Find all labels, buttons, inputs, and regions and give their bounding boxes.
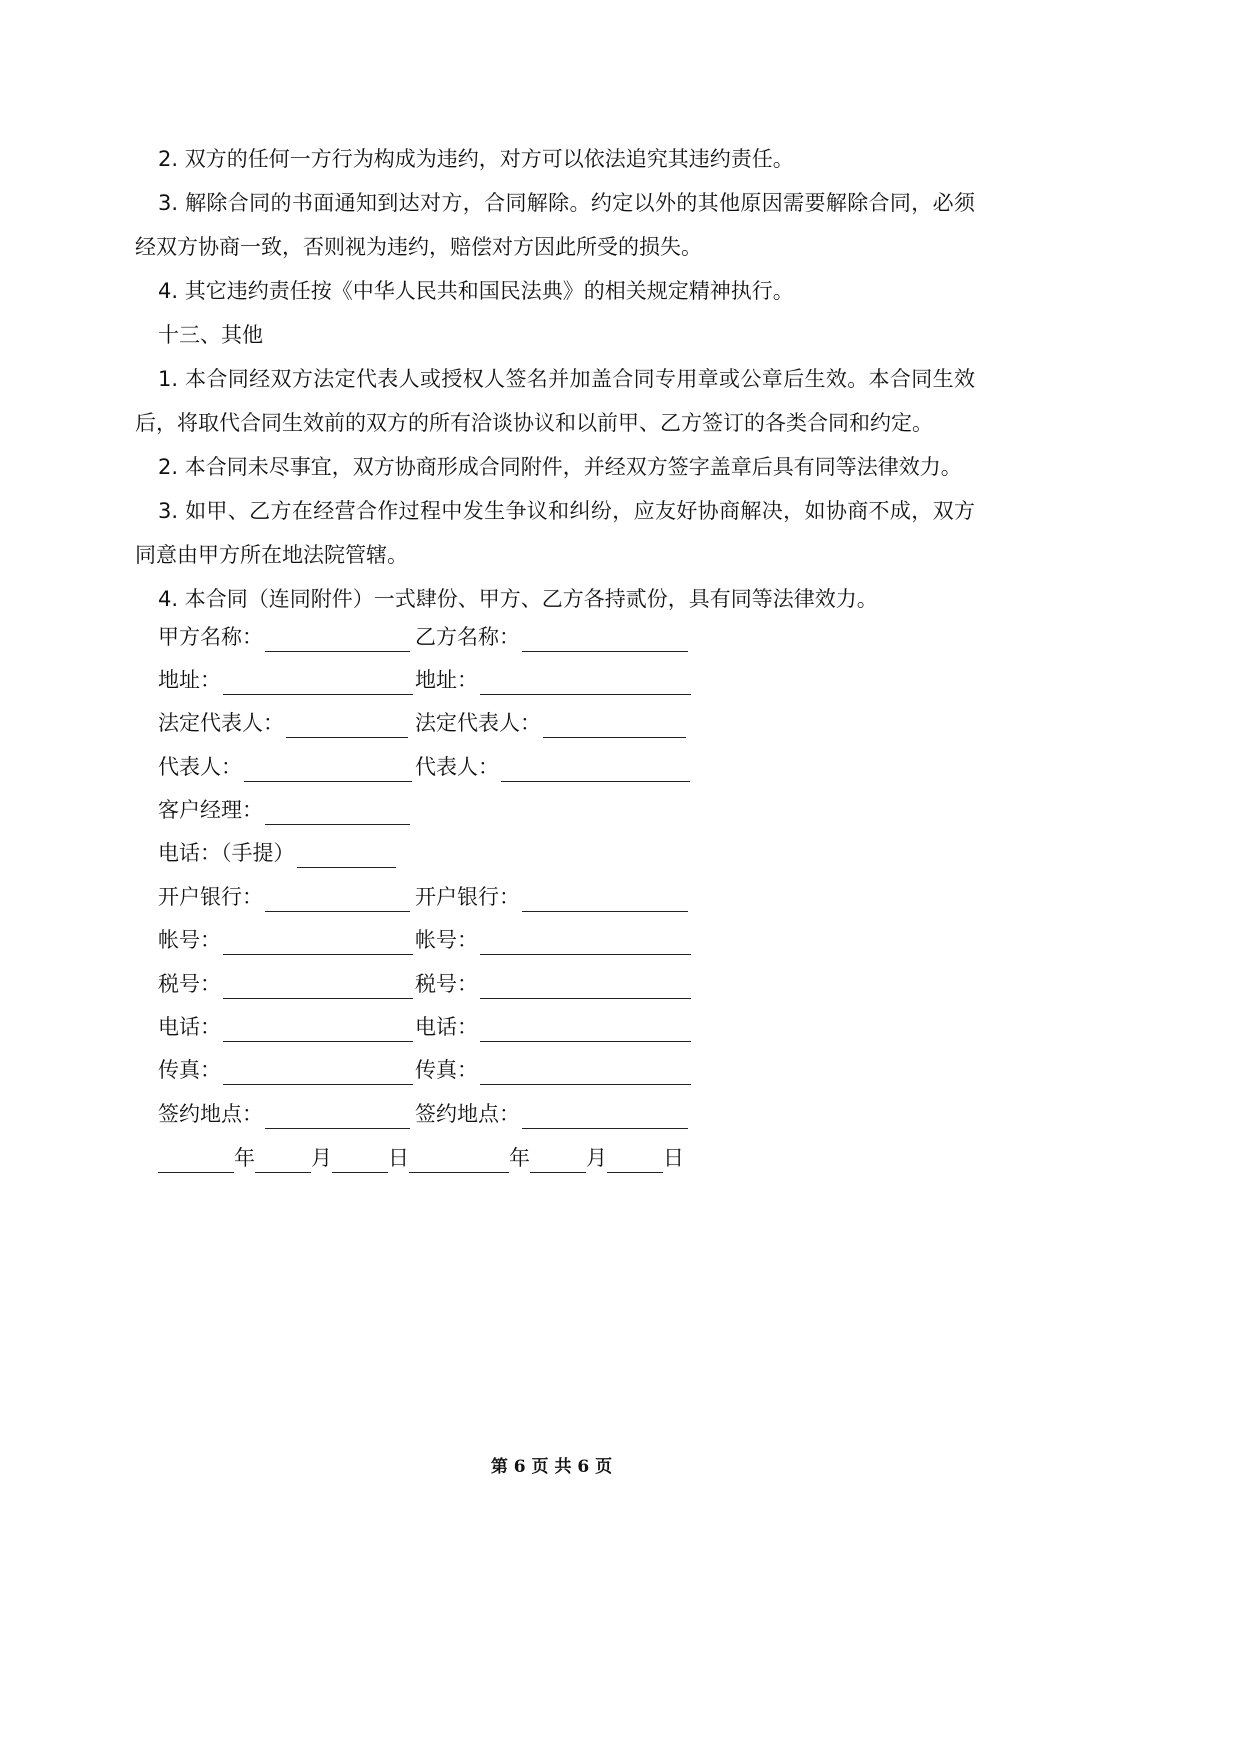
- party-b-bank-blank[interactable]: [522, 889, 688, 912]
- party-a-day-blank[interactable]: [332, 1150, 388, 1173]
- party-a-phone-field[interactable]: [158, 1012, 413, 1042]
- party-b-phone-blank[interactable]: [480, 1019, 691, 1042]
- party-a-account-blank[interactable]: [223, 932, 413, 955]
- party-b-phone-label: 电话：: [415, 1015, 478, 1039]
- party-a-fax-field[interactable]: [158, 1055, 413, 1085]
- party-a-address-label: 地址：: [158, 668, 221, 692]
- party-a-month-blank[interactable]: [255, 1150, 311, 1173]
- party-b-bank-label: 开户银行：: [415, 885, 520, 909]
- party-a-account-label: 帐号：: [158, 928, 221, 952]
- party-a-rep-field[interactable]: [158, 752, 412, 782]
- party-b-fax-blank[interactable]: [480, 1062, 691, 1085]
- party-a-legal-rep-blank[interactable]: [286, 715, 408, 738]
- party-b-fax-field[interactable]: [415, 1055, 691, 1085]
- party-b-tax-label: 税号：: [415, 972, 478, 996]
- mobile-phone-field[interactable]: [158, 838, 396, 868]
- party-b-name-label: 乙方名称：: [415, 625, 520, 649]
- party-b-fax-label: 传真：: [415, 1058, 478, 1082]
- account-manager-blank[interactable]: [265, 802, 410, 825]
- party-b-day-blank[interactable]: [607, 1150, 663, 1173]
- party-b-tax-blank[interactable]: [480, 976, 691, 999]
- party-a-bank-label: 开户银行：: [158, 885, 263, 909]
- clause-13-4: 4. 本合同（连同附件）一式肆份、甲方、乙方各持贰份，具有同等法律效力。: [158, 587, 878, 611]
- party-b-year-label: 年: [509, 1146, 530, 1170]
- clause-12-3: 3. 解除合同的书面通知到达对方，合同解除。约定以外的其他原因需要解除合同，必须经双方协商一致，否则视为违约，赔偿对方因此所受的损失。: [135, 191, 975, 259]
- party-a-rep-blank[interactable]: [244, 759, 412, 782]
- party-b-address-label: 地址：: [415, 668, 478, 692]
- party-b-bank-field[interactable]: [415, 882, 688, 912]
- party-a-tax-field[interactable]: [158, 969, 413, 999]
- party-a-rep-label: 代表人：: [158, 755, 242, 779]
- signing-dates: [158, 1143, 684, 1173]
- mobile-phone-label: 电话：（手提）: [158, 841, 295, 865]
- clause-13-3: 3. 如甲、乙方在经营合作过程中发生争议和纠纷，应友好协商解决，如协商不成，双方同意由甲方所在地法院管辖。: [135, 499, 975, 567]
- party-b-month-label: 月: [586, 1146, 607, 1170]
- party-b-legal-rep-label: 法定代表人：: [415, 711, 541, 735]
- party-b-account-label: 帐号：: [415, 928, 478, 952]
- party-b-rep-field[interactable]: [415, 752, 690, 782]
- section-13-heading: 十三、其他: [158, 323, 263, 347]
- party-a-address-blank[interactable]: [223, 672, 413, 695]
- party-a-phone-label: 电话：: [158, 1015, 221, 1039]
- party-a-month-label: 月: [311, 1146, 332, 1170]
- party-a-bank-field[interactable]: [158, 882, 410, 912]
- party-a-address-field[interactable]: [158, 665, 413, 695]
- party-b-day-label: 日: [663, 1146, 684, 1170]
- party-b-tax-field[interactable]: [415, 969, 691, 999]
- party-a-account-field[interactable]: [158, 925, 413, 955]
- mobile-phone-blank[interactable]: [297, 845, 396, 868]
- party-a-name-field[interactable]: [158, 622, 410, 652]
- party-b-sign-place-blank[interactable]: [522, 1106, 688, 1129]
- party-a-name-label: 甲方名称：: [158, 625, 263, 649]
- party-b-sign-place-label: 签约地点：: [415, 1102, 520, 1126]
- party-a-fax-label: 传真：: [158, 1058, 221, 1082]
- party-b-sign-place-field[interactable]: [415, 1099, 688, 1129]
- party-a-legal-rep-field[interactable]: [158, 708, 408, 738]
- party-a-legal-rep-label: 法定代表人：: [158, 711, 284, 735]
- party-a-sign-place-label: 签约地点：: [158, 1102, 263, 1126]
- party-b-account-field[interactable]: [415, 925, 691, 955]
- party-b-address-blank[interactable]: [480, 672, 691, 695]
- party-b-rep-label: 代表人：: [415, 755, 499, 779]
- party-a-fax-blank[interactable]: [223, 1062, 413, 1085]
- party-a-day-label: 日: [388, 1146, 409, 1170]
- party-b-phone-field[interactable]: [415, 1012, 691, 1042]
- party-b-account-blank[interactable]: [480, 932, 691, 955]
- party-a-tax-label: 税号：: [158, 972, 221, 996]
- party-a-sign-place-blank[interactable]: [265, 1106, 410, 1129]
- page-number-footer: 第 6 页 共 6 页: [490, 1457, 613, 1477]
- clause-13-1: 1. 本合同经双方法定代表人或授权人签名并加盖合同专用章或公章后生效。本合同生效后，将取代合同生效前的双方的所有洽谈协议和以前甲、乙方签订的各类合同和约定。: [135, 367, 975, 435]
- party-b-address-field[interactable]: [415, 665, 691, 695]
- clause-13-2: 2. 本合同未尽事宜，双方协商形成合同附件，并经双方签字盖章后具有同等法律效力。: [158, 455, 962, 479]
- party-b-name-blank[interactable]: [522, 629, 688, 652]
- party-a-year-label: 年: [234, 1146, 255, 1170]
- party-b-name-field[interactable]: [415, 622, 688, 652]
- party-b-legal-rep-field[interactable]: [415, 708, 686, 738]
- party-b-legal-rep-blank[interactable]: [543, 715, 686, 738]
- party-b-rep-blank[interactable]: [501, 759, 690, 782]
- party-a-sign-place-field[interactable]: [158, 1099, 410, 1129]
- party-b-month-blank[interactable]: [530, 1150, 586, 1173]
- party-a-year-blank[interactable]: [158, 1150, 234, 1173]
- party-a-bank-blank[interactable]: [265, 889, 410, 912]
- party-a-phone-blank[interactable]: [223, 1019, 413, 1042]
- party-b-year-blank[interactable]: [409, 1150, 509, 1173]
- clause-12-4: 4. 其它违约责任按《中华人民共和国民法典》的相关规定精神执行。: [158, 279, 794, 303]
- account-manager-field[interactable]: [158, 795, 410, 825]
- party-a-tax-blank[interactable]: [223, 976, 413, 999]
- account-manager-label: 客户经理：: [158, 798, 263, 822]
- party-a-name-blank[interactable]: [265, 629, 410, 652]
- clause-12-2: 2. 双方的任何一方行为构成为违约，对方可以依法追究其违约责任。: [158, 147, 794, 171]
